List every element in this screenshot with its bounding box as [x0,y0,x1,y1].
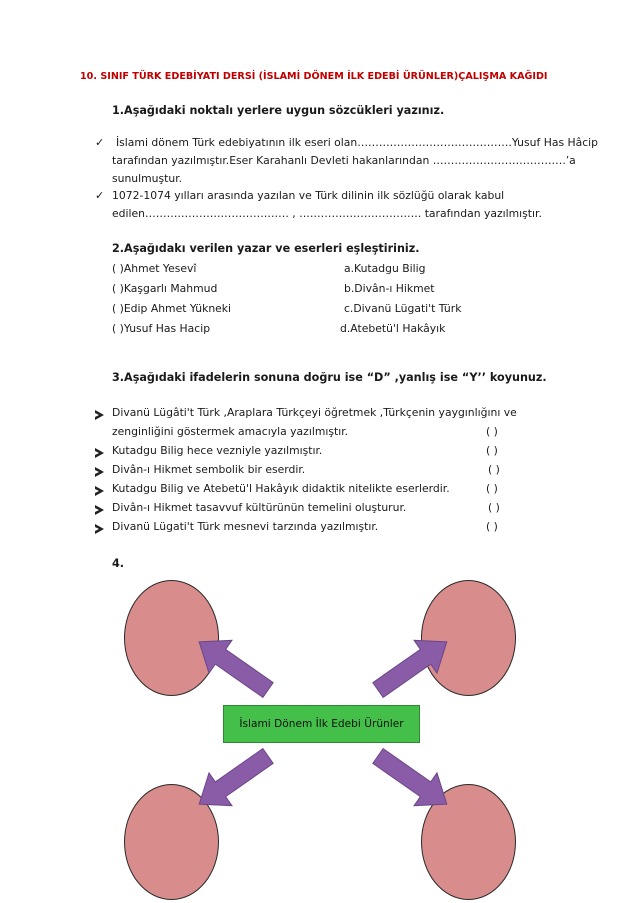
q2-author-2: ( )Kaşgarlı Mahmud [112,282,218,295]
q2-author-1: ( )Ahmet Yesevî [112,262,197,275]
q2-work-c: c.Divanü Lügati't Türk [344,302,462,315]
q1-item2-line2: edilen…………………………………. , ……………………………. tarafından yazılmıştır. [112,207,542,220]
q3-answer-2[interactable]: ( ) [486,444,498,457]
q2-work-a: a.Kutadgu Bilig [344,262,426,275]
center-topic-label: İslami Dönem İlk Edebi Ürünler [239,718,404,730]
q3-item3: Divân-ı Hikmet sembolik bir eserdir. [112,463,306,476]
q1-item1-line3: sunulmuştur. [112,172,183,185]
q1-item1-line1: İslami dönem Türk edebiyatının ilk eseri olan…………………………………….Yusuf Has Hâcip [116,136,599,149]
q3-answer-1[interactable]: ( ) [486,425,498,438]
q3-answer-3[interactable]: ( ) [488,463,500,476]
q3-item2: Kutadgu Bilig hece vezniyle yazılmıştır. [112,444,323,457]
arrow-bottom-right-icon [367,740,459,821]
arrow-top-right-icon [367,625,459,706]
q2-author-3: ( )Edip Ahmet Yükneki [112,302,232,315]
q3-item1-line2: zenginliğini göstermek amacıyla yazılmıştır. [112,425,349,438]
q2-work-b: b.Divân-ı Hikmet [344,282,435,295]
q4-heading: 4. [112,557,125,570]
q3-heading: 3.Aşağıdaki ifadelerin sonuna doğru ise “D” ,yanlış ise “Y’’ koyunuz. [112,371,547,384]
q3-item5: Divân-ı Hikmet tasavvuf kültürünün temelini oluşturur. [112,501,407,514]
check-icon: ✓ [95,189,105,202]
q1-heading: 1.Aşağıdaki noktalı yerlere uygun sözcükleri yazınız. [112,104,445,117]
q1-item1-line2: tarafından yazılmıştır.Eser Karahanlı Devleti hakanlarından ……………………………….’a [112,154,576,167]
q3-item4: Kutadgu Bilig ve Atebetü'l Hakâyık didaktik nitelikte eserlerdir. [112,482,450,495]
q2-heading: 2.Aşağıdakı verilen yazar ve eserleri eşleştiriniz. [112,242,420,255]
q2-author-4: ( )Yusuf Has Hacip [112,322,211,335]
arrow-top-left-icon [188,625,280,706]
q1-item2-line1: 1072-1074 yılları arasında yazılan ve Türk dilinin ilk sözlüğü olarak kabul [112,189,505,202]
page-title: 10. SINIF TÜRK EDEBİYATI DERSİ (İSLAMİ DÖNEM İLK EDEBİ ÜRÜNLER)ÇALIŞMA KAĞIDI [80,71,548,82]
check-icon: ✓ [95,136,105,149]
q3-answer-6[interactable]: ( ) [486,520,498,533]
q3-answer-5[interactable]: ( ) [488,501,500,514]
q2-work-d: d.Atebetü'l Hakâyık [340,322,446,335]
q3-item6: Divanü Lügati't Türk mesnevi tarzında yazılmıştır. [112,520,379,533]
arrow-bottom-left-icon [188,740,280,821]
center-topic-box [223,705,420,743]
q3-item1-line1: Divanü Lügâti't Türk ,Araplara Türkçeyi öğretmek ,Türkçenin yaygınlığını ve [112,406,517,419]
q3-answer-4[interactable]: ( ) [486,482,498,495]
